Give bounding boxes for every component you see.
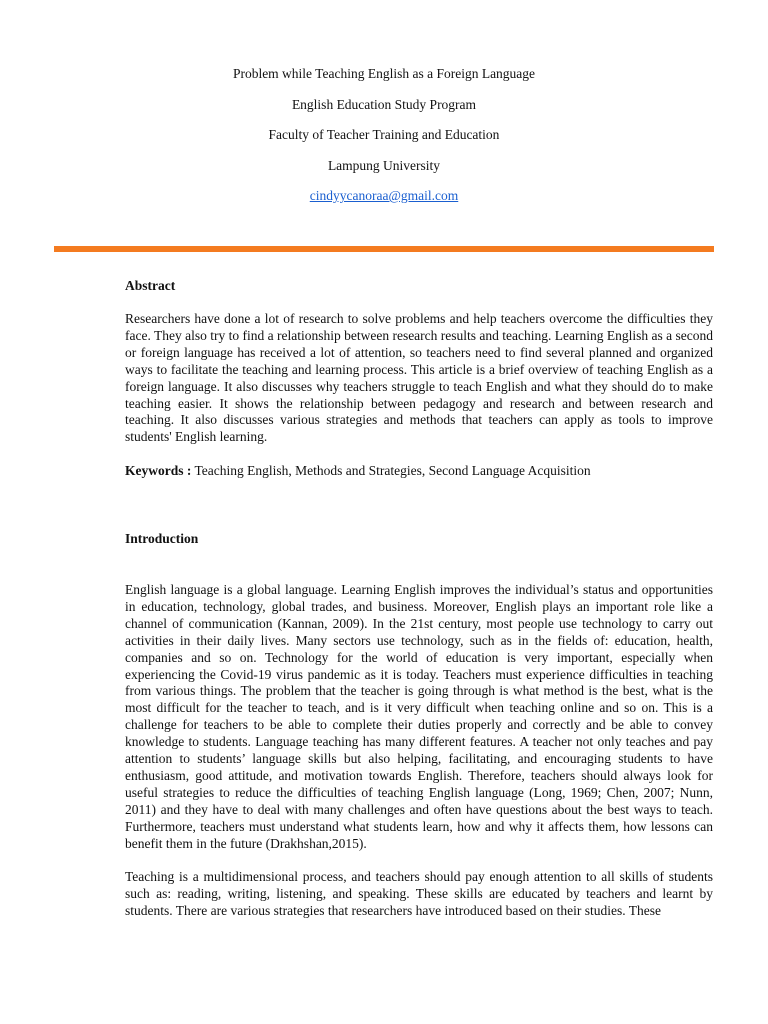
keywords-label: Keywords : [125, 463, 192, 478]
abstract-heading-block [125, 278, 713, 295]
introduction-section [125, 582, 713, 853]
abstract-text: Researchers have done a lot of research to solve problems and help teachers overcome the difficulties they face. They also try to find a relationship between research results and teaching. Learning English as a second or foreign language has received a lot of attention, so teachers need to find several planned and organized ways to facilitate the teaching and learning process. This article is a brief overview of teaching English as a foreign language. It also discusses why teachers struggle to teach English and what they should do to make teaching easier. It shows the relationship between pedagogy and research and between research and teaching. It also discusses various strategies and methods that teachers can apply as tools to improve students' English learning. [125, 311, 713, 445]
abstract-section [125, 311, 713, 446]
introduction-section-2 [125, 869, 713, 920]
study-program: English Education Study Program [291, 96, 477, 112]
keywords-section [125, 463, 713, 480]
email-line [0, 186, 768, 217]
introduction-paragraph-2: Teaching is a multidimensional process, and teachers should pay enough attention to all skills of students such as: reading, writing, listening, and speaking. These skills are educated by teachers and learnt by students. There are various strategies that researchers have introduced based on their studies. These [125, 869, 713, 918]
paper-title: Problem while Teaching English as a Foreign Language [232, 66, 536, 81]
introduction-paragraph-1: English language is a global language. Learning English improves the individual’s status and opportunities in education, technology, global trades, and business. Moreover, English plays an important role like a channel of communication (Kannan, 2009). In the 21st century, most people use technology to carry out activities in their daily lives. Many sectors use technology, such as in the fields of: education, health, companies and so on. Technology for the world of education is very important, especially when experiencing the Covid-19 virus pandemic as it is today. Teachers must experience difficulties in teaching from various things. The problem that the teacher is going through is what method is the best, what is the most difficult for the teacher to teach, and is it very difficult when teaching online and so on. This is a challenge for teachers to be able to complete their duties properly and correctly and be able to convey knowledge to students. Language teaching has many different features. A teacher not only teaches and pay attention to students’ language skills but also helping, facilitating, and encouraging students to have enthusiasm, good attitude, and motivation towards English. Therefore, teachers should always look for useful strategies to reduce the difficulties of teaching English language (Long, 1969; Chen, 2007; Nunn, 2011) and they have to deal with many challenges and often have questions about the best ways to teach. Furthermore, teachers must understand what students learn, how and why it affects them, how lessons can benefit them in the future (Drakhshan,2015). [125, 582, 713, 851]
introduction-heading: Introduction [125, 531, 199, 546]
orange-divider [54, 246, 714, 252]
title-block [0, 64, 768, 217]
introduction-heading-block [125, 531, 713, 548]
faculty-name: Faculty of Teacher Training and Education [268, 127, 500, 142]
abstract-heading: Abstract [125, 278, 176, 293]
university-name: Lampung University [327, 157, 441, 173]
keywords-text: Teaching English, Methods and Strategies, Second Language Acquisition [191, 463, 591, 478]
email-link[interactable]: cindyycanoraa@gmail.com [309, 188, 459, 203]
